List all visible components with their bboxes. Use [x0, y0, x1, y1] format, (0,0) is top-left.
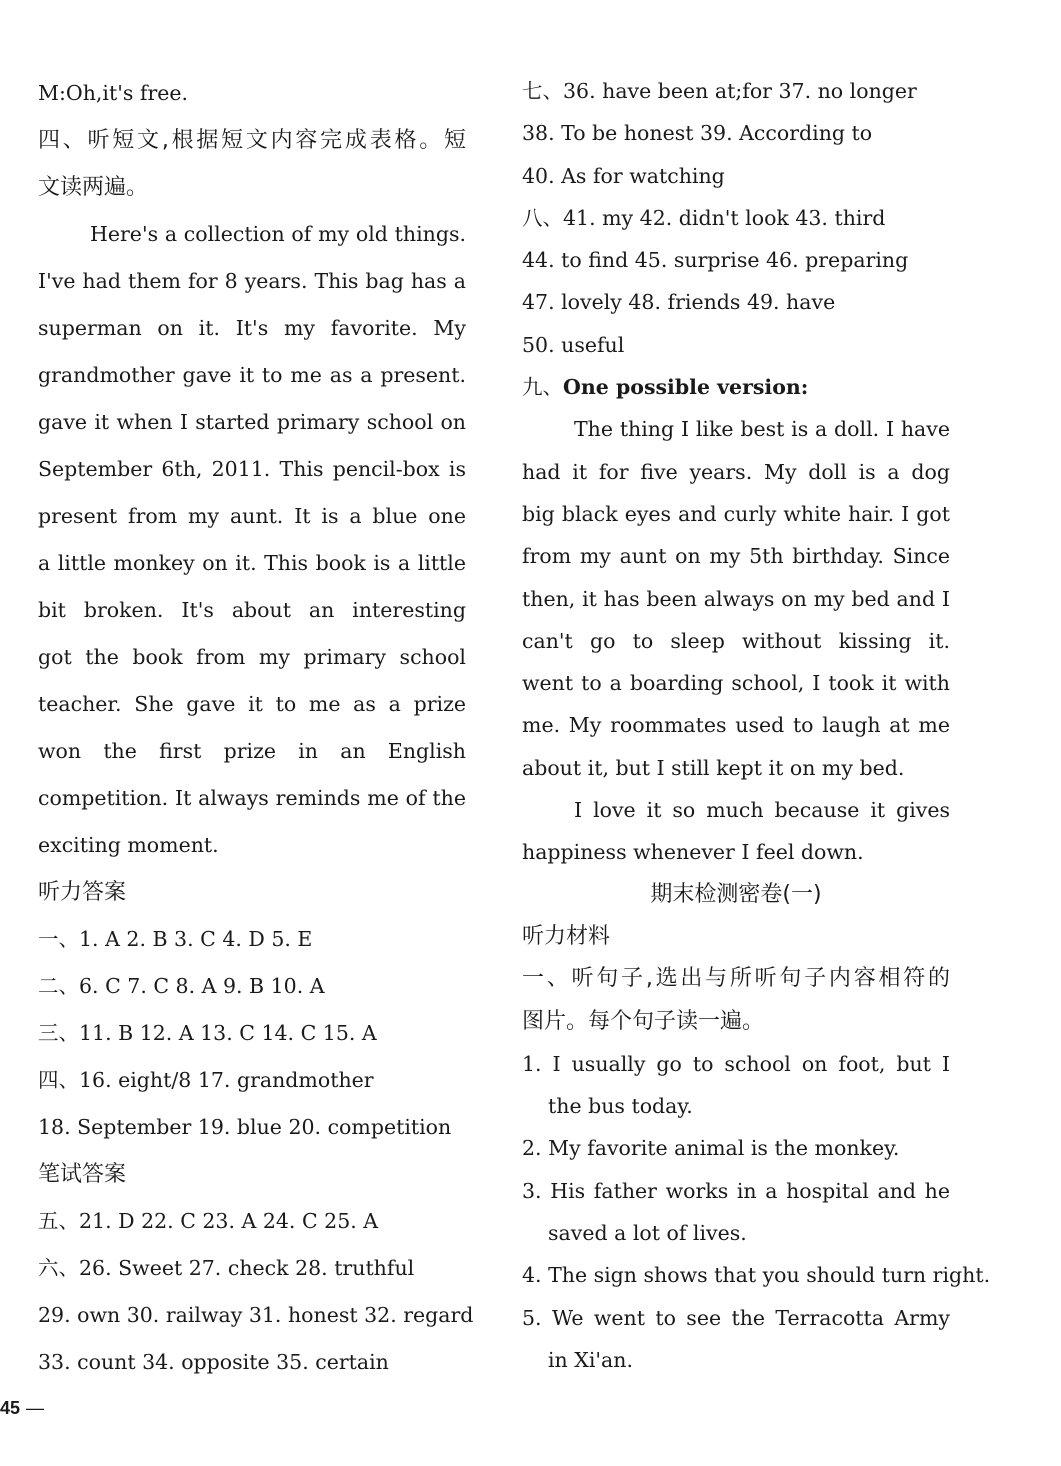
essay-line: had it for five years. My doll is a dog: [522, 459, 950, 484]
essay-line: can't go to sleep without kissing it.: [522, 628, 950, 653]
section-4-title-cont: 文读两遍。: [38, 175, 149, 200]
answer-line: 50. useful: [522, 332, 625, 357]
answer-line: 七、36. have been at;for 37. no longer: [522, 79, 917, 103]
passage-line: grandmother gave it to me as a present.: [38, 363, 466, 387]
answer-line: 四、16. eight/8 17. grandmother: [38, 1068, 374, 1092]
answer-line: 三、11. B 12. A 13. C 14. C 15. A: [38, 1021, 377, 1045]
essay: [522, 408, 950, 873]
answer-line: 一、1. A 2. B 3. C 4. D 5. E: [38, 927, 313, 951]
sentence-line: 4. The sign shows that you should turn right.: [522, 1263, 991, 1288]
essay-line: big black eyes and curly white hair. I got: [522, 501, 950, 526]
essay-line: from my aunt on my 5th birthday. Since: [522, 544, 950, 569]
sentence-line: in Xi'an.: [548, 1347, 634, 1372]
essay-line: went to a boarding school, I took it with: [522, 671, 950, 696]
answer-line: 二、6. C 7. C 8. A 9. B 10. A: [38, 974, 325, 998]
sentence-line: 5. We went to see the Terracotta Army: [522, 1305, 950, 1330]
sentence-line: the bus today.: [548, 1094, 693, 1119]
passage-line: got the book from my primary school: [38, 645, 466, 669]
listening-answers-title: 听力答案: [38, 880, 127, 905]
essay-line: me. My roommates used to laugh at me: [522, 713, 950, 738]
passage-line: exciting moment.: [38, 833, 219, 857]
section-1-title: 一、听句子,选出与所听句子内容相符的: [522, 966, 950, 992]
essay-line: happiness whenever I feel down.: [522, 840, 864, 865]
passage-line: teacher. She gave it to me as a prize: [38, 692, 466, 716]
passage-line: competition. It always reminds me of the: [38, 786, 466, 810]
answer-line: 八、41. my 42. didn't look 43. third: [522, 205, 886, 230]
sentence-line: saved a lot of lives.: [548, 1221, 747, 1246]
passage-line: I've had them for 8 years. This bag has a: [38, 269, 466, 293]
passage-line: gave it when I started primary school on: [38, 410, 466, 434]
section-9-heading: [522, 366, 950, 408]
page-number: 45: [0, 1398, 21, 1418]
passage-line: September 6th, 2011. This pencil-box is: [38, 457, 466, 481]
section-9-prefix: 九、: [522, 375, 563, 400]
passage-line: a little monkey on it. This book is a little: [38, 551, 466, 575]
passage-line: superman on it. It's my favorite. My: [38, 316, 466, 340]
passage-line: Here's a collection of my old things.: [90, 222, 466, 246]
passage: [38, 211, 466, 869]
exam-title: 期末检测密卷(一): [650, 881, 822, 907]
left-column: [38, 70, 474, 1386]
section-9-label: One possible version:: [563, 375, 809, 400]
dialogue-line: M:Oh,it's free.: [38, 81, 189, 105]
sentence-line: 1. I usually go to school on foot, but I: [522, 1051, 950, 1076]
essay-line: I love it so much because it gives: [574, 798, 950, 823]
page-footer: [0, 1398, 44, 1419]
answer-line: 38. To be honest 39. According to: [522, 121, 873, 146]
essay-line: then, it has been always on my bed and I: [522, 586, 950, 611]
answer-line: 18. September 19. blue 20. competition: [38, 1115, 452, 1139]
answer-line: 五、21. D 22. C 23. A 24. C 25. A: [38, 1209, 379, 1233]
listening-material-title: 听力材料: [522, 923, 611, 949]
answer-line: 29. own 30. railway 31. honest 32. regard: [38, 1303, 474, 1327]
passage-line: won the first prize in an English: [38, 739, 466, 763]
footer-dash: —: [26, 1398, 45, 1418]
answer-line: 六、26. Sweet 27. check 28. truthful: [38, 1256, 415, 1280]
answer-line: 47. lovely 48. friends 49. have: [522, 290, 836, 315]
answer-line: 33. count 34. opposite 35. certain: [38, 1350, 389, 1374]
essay-line: The thing I like best is a doll. I have: [574, 417, 950, 442]
passage-line: bit broken. It's about an interesting: [38, 598, 466, 622]
sentence-line: 2. My favorite animal is the monkey.: [522, 1136, 900, 1161]
essay-line: about it, but I still kept it on my bed.: [522, 755, 905, 780]
section-1-title-cont: 图片。每个句子读一遍。: [522, 1008, 765, 1034]
passage-line: present from my aunt. It is a blue one: [38, 504, 466, 528]
written-answers-title: 笔试答案: [38, 1162, 127, 1187]
section-4-title: 四、听短文,根据短文内容完成表格。短: [38, 128, 466, 153]
answer-line: 40. As for watching: [522, 163, 725, 188]
answer-line: 44. to find 45. surprise 46. preparing: [522, 248, 909, 273]
sentence-line: 3. His father works in a hospital and he: [522, 1178, 950, 1203]
right-column: [522, 70, 991, 1381]
